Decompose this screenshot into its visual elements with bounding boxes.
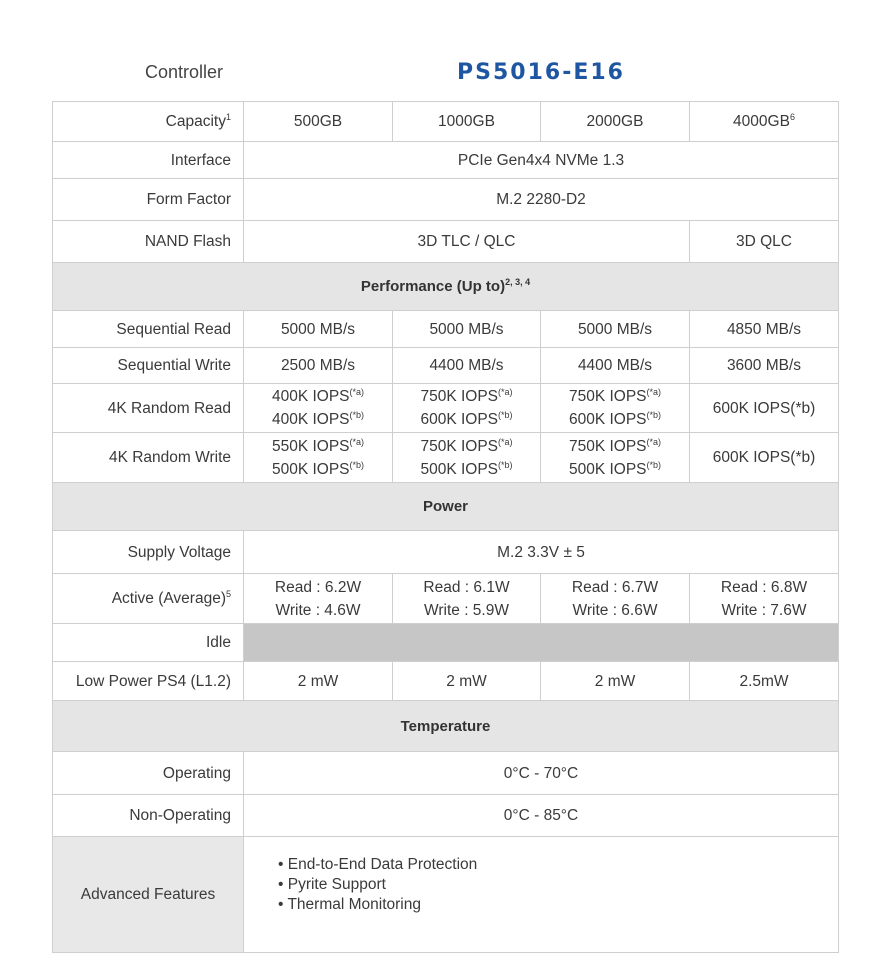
rand-read-row bbox=[53, 384, 839, 433]
low-power-value: 2 mW bbox=[541, 662, 690, 701]
advanced-features-row bbox=[53, 837, 839, 953]
active-value: Read : 6.1W Write : 5.9W bbox=[393, 574, 541, 624]
rand-write-row bbox=[53, 433, 839, 483]
supply-voltage-label: Supply Voltage bbox=[53, 531, 244, 574]
controller-model: PS5016-E16 bbox=[457, 60, 625, 85]
feature-item: • Thermal Monitoring bbox=[278, 896, 421, 913]
form-factor-label: Form Factor bbox=[53, 179, 244, 221]
nand-value: 3D TLC / QLC bbox=[244, 221, 690, 263]
rand-write-value-last: 600K IOPS(*b) bbox=[690, 433, 839, 483]
low-power-label: Low Power PS4 (L1.2) bbox=[53, 662, 244, 701]
interface-value: PCIe Gen4x4 NVMe 1.3 bbox=[244, 142, 839, 179]
seq-write-label: Sequential Write bbox=[53, 348, 244, 384]
performance-title: Performance (Up to)$^{2, 3, 4}$ bbox=[53, 263, 839, 311]
active-value: Read : 6.8W Write : 7.6W bbox=[690, 574, 839, 624]
non-operating-row bbox=[53, 795, 839, 837]
rand-read-value: 400K $IOPS^{(*a)}$ 400K $IOPS^{(*b)}$ bbox=[244, 384, 393, 433]
spec-table bbox=[52, 101, 839, 953]
operating-row bbox=[53, 752, 839, 795]
temperature-title: Temperature bbox=[53, 701, 839, 752]
idle-label: Idle bbox=[53, 624, 244, 662]
low-power-value: 2 mW bbox=[393, 662, 541, 701]
rand-write-value: 750K $IOPS^{(*a)}$ 500K $IOPS^{(*b)}$ bbox=[541, 433, 690, 483]
rand-read-label: 4K Random Read bbox=[53, 384, 244, 433]
seq-read-value: 4850 MB/s bbox=[690, 311, 839, 348]
form-factor-value: M.2 2280-D2 bbox=[244, 179, 839, 221]
supply-voltage-row bbox=[53, 531, 839, 574]
rand-write-label: 4K Random Write bbox=[53, 433, 244, 483]
non-operating-value: 0°C - 85°C bbox=[244, 795, 839, 837]
seq-read-value: 5000 MB/s bbox=[244, 311, 393, 348]
rand-write-value: 550K $IOPS^{(*a)}$ 500K $IOPS^{(*b)}$ bbox=[244, 433, 393, 483]
interface-label: Interface bbox=[53, 142, 244, 179]
power-title: Power bbox=[53, 483, 839, 531]
seq-write-value: 4400 MB/s bbox=[393, 348, 541, 384]
capacity-row bbox=[53, 102, 839, 142]
interface-row bbox=[53, 142, 839, 179]
capacity-label: Capacity$^1$ bbox=[53, 102, 244, 142]
idle-value-empty bbox=[244, 624, 839, 662]
capacity-value: $4000GB^6$ bbox=[690, 102, 839, 142]
seq-read-label: Sequential Read bbox=[53, 311, 244, 348]
rand-write-value: 750K $IOPS^{(*a)}$ 500K $IOPS^{(*b)}$ bbox=[393, 433, 541, 483]
rand-read-value: 750K $IOPS^{(*a)}$ 600K $IOPS^{(*b)}$ bbox=[393, 384, 541, 433]
capacity-value: 2000GB bbox=[541, 102, 690, 142]
seq-write-value: 3600 MB/s bbox=[690, 348, 839, 384]
active-value: Read : 6.2W Write : 4.6W bbox=[244, 574, 393, 624]
rand-read-value: 750K $IOPS^{(*a)}$ 600K $IOPS^{(*b)}$ bbox=[541, 384, 690, 433]
operating-value: 0°C - 70°C bbox=[244, 752, 839, 795]
seq-read-row bbox=[53, 311, 839, 348]
low-power-row bbox=[53, 662, 839, 701]
seq-write-row bbox=[53, 348, 839, 384]
capacity-value: 1000GB bbox=[393, 102, 541, 142]
low-power-value: 2.5mW bbox=[690, 662, 839, 701]
non-operating-label: Non-Operating bbox=[53, 795, 244, 837]
capacity-value: 500GB bbox=[244, 102, 393, 142]
active-label: Active (Average)$^5$ bbox=[53, 574, 244, 624]
advanced-features-label: Advanced Features bbox=[53, 837, 244, 953]
seq-read-value: 5000 MB/s bbox=[541, 311, 690, 348]
feature-item: • Pyrite Support bbox=[278, 876, 386, 893]
nand-row bbox=[53, 221, 839, 263]
supply-voltage-value: M.2 3.3V ± 5 bbox=[244, 531, 839, 574]
controller-label: Controller bbox=[145, 62, 224, 82]
idle-row bbox=[53, 624, 839, 662]
seq-write-value: 4400 MB/s bbox=[541, 348, 690, 384]
active-row bbox=[53, 574, 839, 624]
operating-label: Operating bbox=[53, 752, 244, 795]
performance-section bbox=[53, 263, 839, 311]
power-section bbox=[53, 483, 839, 531]
advanced-features-list bbox=[244, 837, 839, 953]
nand-value-last: 3D QLC bbox=[690, 221, 839, 263]
active-value: Read : 6.7W Write : 6.6W bbox=[541, 574, 690, 624]
nand-label: NAND Flash bbox=[53, 221, 244, 263]
temperature-section bbox=[53, 701, 839, 752]
feature-item: • End-to-End Data Protection bbox=[278, 856, 478, 873]
low-power-value: 2 mW bbox=[244, 662, 393, 701]
rand-read-value-last: 600K IOPS(*b) bbox=[690, 384, 839, 433]
seq-read-value: 5000 MB/s bbox=[393, 311, 541, 348]
form-factor-row bbox=[53, 179, 839, 221]
seq-write-value: 2500 MB/s bbox=[244, 348, 393, 384]
